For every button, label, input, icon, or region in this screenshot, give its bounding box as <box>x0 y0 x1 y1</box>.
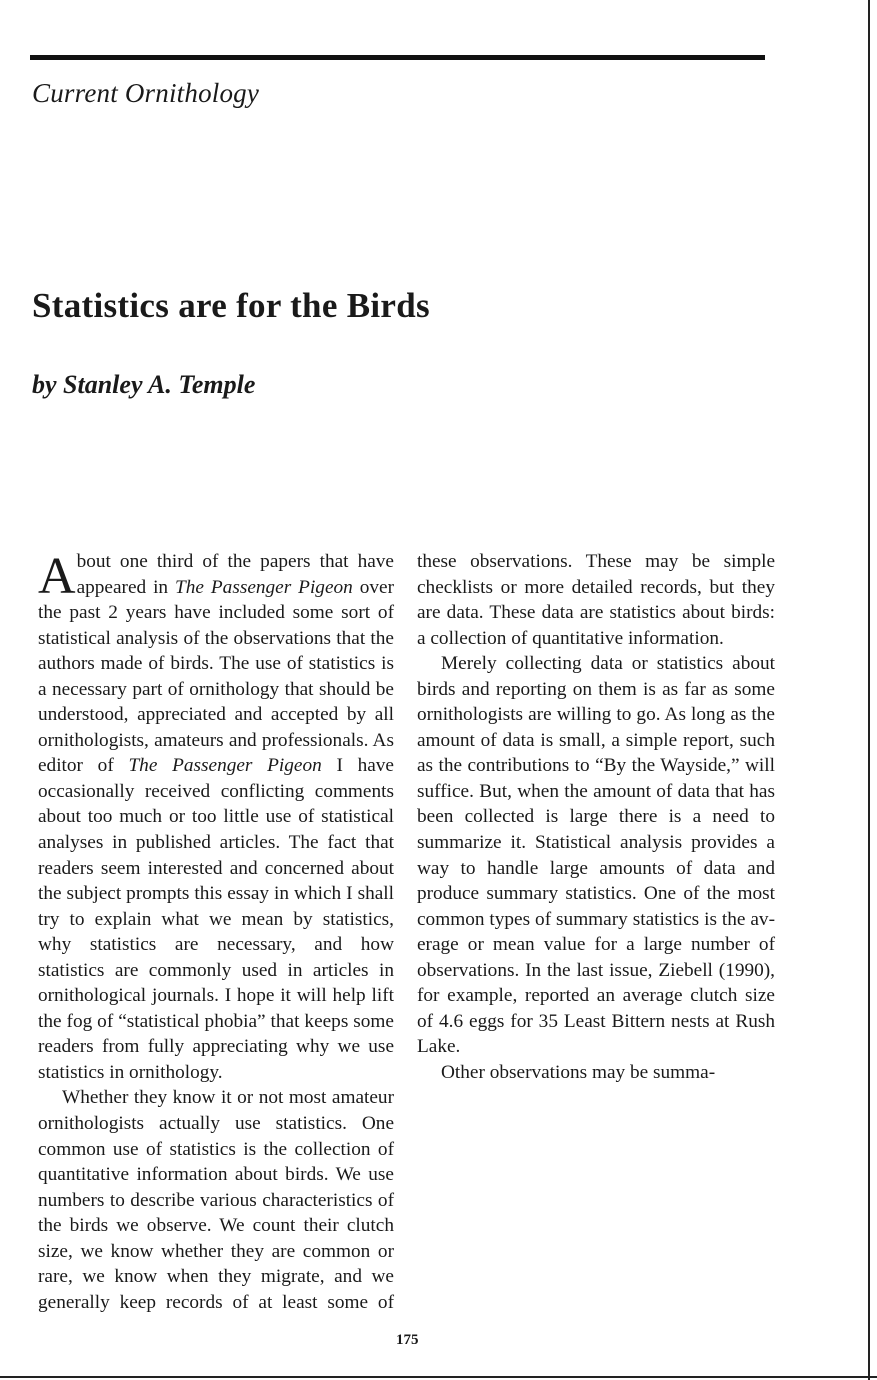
body-column-left <box>38 549 394 1315</box>
paragraph-1-text-c: I have occasionally received conflicting comments about too much or too little use of statistical analyses in published articles. The fact that readers seem interested and concerned about the subject prompts this essay in which I shall try to explain what we mean by statistics, why statistics are necessary, and how statistics are commonly used in articles in ornithological journals. I hope it will help lift the fog of “statistical phobia” that keeps some readers from fully appreciating why we use statistics in ornithology. <box>38 755 394 1083</box>
header-rule <box>30 55 765 60</box>
paragraph-1-text-b: over the past 2 years have included some sort of statistical analysis of the observations that the authors made of birds. The use of statistics is a necessary part of ornithology that should be understood, appreciated and accepted by all ornithologists, amateurs and professionals. As editor of <box>38 576 394 777</box>
paragraph-4: Other observations may be summa- <box>441 1061 716 1083</box>
drop-cap: A <box>38 548 76 605</box>
paragraph-3: Merely collecting data or statistics about birds and reporting on them is as far as some ornithologists are willing to go. As long as the amount of data is small, a simple report, such as the contributions to “By the Wayside,” will suffice. But, when the amount of data that has been collected is large there is a need to summarize it. Statistical analysis provides a way to handle large amounts of data and produce summary statistics. One of the most common types of summary statistics is the average or mean value for a large number of observations. In the last issue, Ziebell (1990), for example, reported an average clutch size of 4.6 eggs for 35 Least Bittern nests at Rush Lake. <box>417 653 775 1058</box>
page-edge-right <box>868 0 870 1380</box>
body-column-right <box>417 549 775 1085</box>
article-title: Statistics are for the Birds <box>32 286 430 325</box>
paragraph-1-text-a: bout one third of the papers that have appeared in <box>76 551 394 598</box>
journal-name: The Passenger Pigeon <box>175 576 353 598</box>
journal-name: The Passenger Pigeon <box>128 755 322 777</box>
author-byline: by Stanley A. Temple <box>32 370 256 399</box>
paragraph-2: Whether they know it or not most amateur ornithologists actually use statistics. One common use of statistics is the collection of quantitative information about birds. We use numbers to describe various characteristics of the birds we observe. We count their clutch size, we know whether they are common or rare, we know when they migrate, and we generally keep records of at least some of <box>38 1087 394 1313</box>
page-number: 175 <box>396 1332 419 1348</box>
section-header: Current Ornithology <box>32 78 260 108</box>
paragraph-2-continued: these observations. These may be simple checklists or more detailed records, but they are data. These data are statistics about birds: a collection of quantitative information. <box>417 551 775 649</box>
paragraph-1 <box>38 549 394 1085</box>
page-edge-bottom <box>0 1376 877 1378</box>
